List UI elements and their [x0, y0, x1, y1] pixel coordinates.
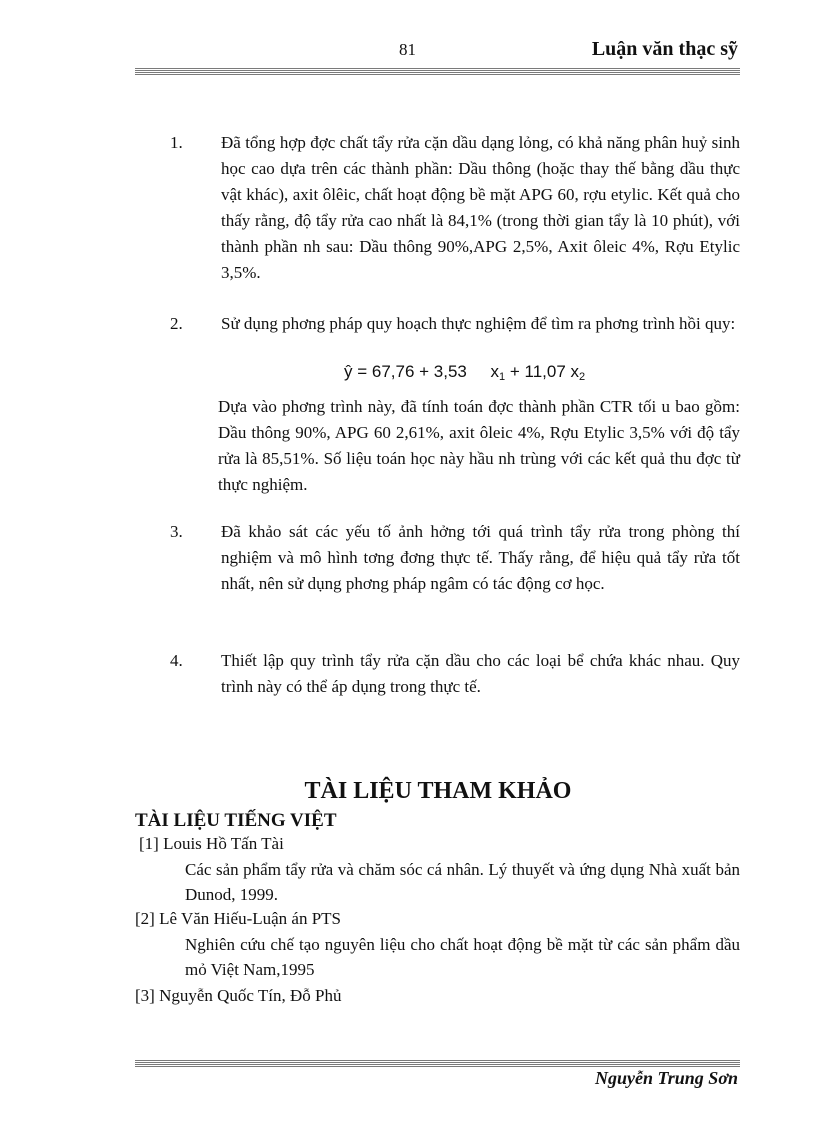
equation-explanation: Dựa vào phơng trình này, đã tính toán đợc thành phần CTR tối u bao gồm: Dầu thông 90%, APG 60 2,61%, axit ôleic 4%, Rợu Etylic 3,5% với độ tẩy rửa là 85,51%. Số liệu toán học này hầu nh trùng với các kết quả thu đợc từ thực nghiệm.: [218, 397, 740, 494]
page-number: 81: [399, 40, 416, 59]
reference-1-detail: Các sản phẩm tẩy rửa và chăm sóc cá nhân. Lý thuyết và ứng dụng Nhà xuất bản Dunod, 1999.: [185, 860, 740, 904]
header-title: Luận văn thạc sỹ: [591, 38, 738, 60]
footer-divider: [135, 1060, 740, 1067]
regression-equation: [344, 362, 585, 383]
footer-author: Nguyễn Trung Sơn: [594, 1068, 738, 1088]
equation-lhs: ŷ: [344, 362, 353, 381]
equation-x1-subscript: 1: [499, 371, 506, 383]
item-number: 2.: [170, 314, 183, 333]
header-divider: [135, 68, 740, 75]
item-text: Đã tổng hợp đợc chất tẩy rửa cặn dầu dạng lỏng, có khả năng phân huỷ sinh học cao dựa trên các thành phần: Dầu thông (hoặc thay thế bằng dầu thực vật khác), axit ôlêic, chất hoạt động bề mặt APG 60, rợu etylic. Kết quả cho thấy rằng, độ tẩy rửa cao nhất là 84,1% (trong thời gian tẩy là 10 phút), với thành phần nh sau: Dầu thông 90%,APG 2,5%, Axit ôleic 4%, Rợu Etylic 3,5%.: [221, 133, 740, 282]
reference-3-title: [3] Nguyễn Quốc Tín, Đỗ Phủ: [135, 986, 342, 1005]
reference-1-title: [1] Louis Hồ Tấn Tài: [139, 834, 284, 853]
item-text: Thiết lập quy trình tẩy rửa cặn dầu cho các loại bể chứa khác nhau. Quy trình này có thể áp dụng trong thực tế.: [221, 651, 740, 696]
item-text: Đã khảo sát các yếu tố ảnh hởng tới quá trình tẩy rửa trong phòng thí nghiệm và mô hình tơng đơng thực tế. Thấy rằng, để hiệu quả tẩy rửa tốt nhất, nên sử dụng phơng pháp ngâm có tác động cơ học.: [221, 522, 740, 593]
item-number: 4.: [170, 651, 183, 670]
reference-2-detail: Nghiên cứu chế tạo nguyên liệu cho chất hoạt động bề mặt từ các sản phẩm dầu mỏ Việt Nam,1995: [185, 935, 740, 979]
references-title: TÀI LIỆU THAM KHẢO: [304, 778, 572, 804]
equation-constant: = 67,76 + 3,53: [357, 362, 467, 381]
equation-x2-subscript: 2: [579, 371, 586, 383]
item-number: 1.: [170, 133, 183, 152]
equation-x2-term: + 11,07 x: [509, 362, 580, 381]
reference-2-title: [2] Lê Văn Hiếu-Luận án PTS: [135, 909, 341, 928]
references-subtitle: TÀI LIỆU TIẾNG VIỆT: [135, 810, 337, 831]
equation-x1: x: [490, 362, 500, 381]
item-text: Sử dụng phơng pháp quy hoạch thực nghiệm để tìm ra phơng trình hồi quy:: [221, 314, 736, 333]
item-number: 3.: [170, 522, 183, 541]
